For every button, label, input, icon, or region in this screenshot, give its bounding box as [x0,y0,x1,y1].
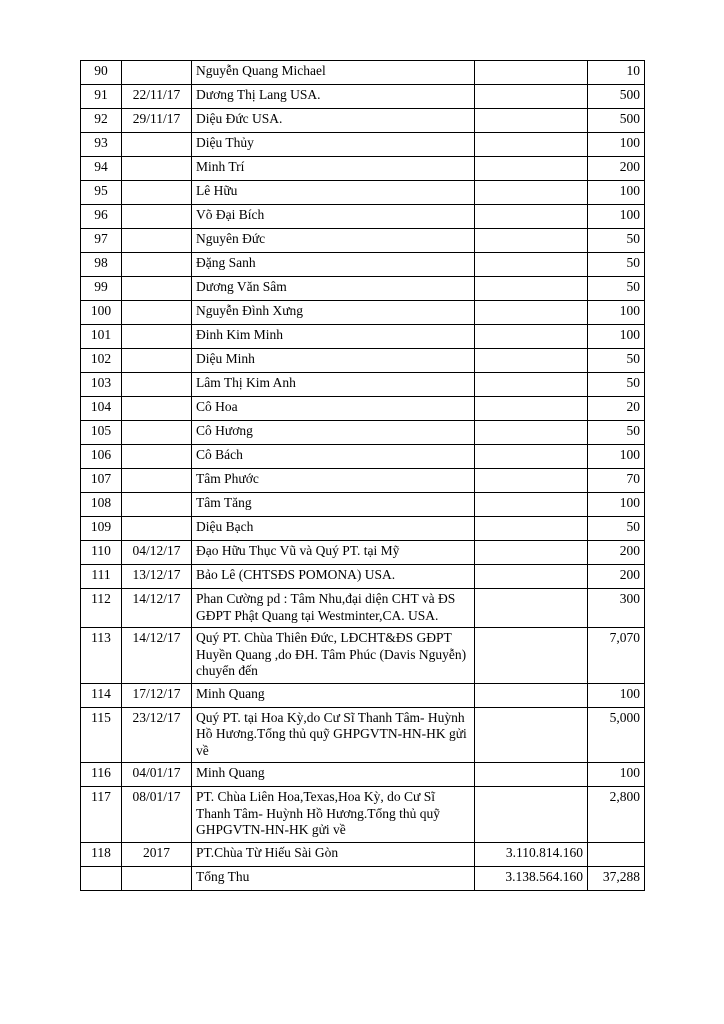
table-row [81,301,645,325]
amount-usd: 10 [588,61,645,85]
donor-name: Phan Cường pd : Tâm Nhu,đại diện CHT và ĐS GĐPT Phật Quang tại Westminter,CA. USA. [192,589,475,628]
donor-name: Dương Thị Lang USA. [192,85,475,109]
row-number: 92 [81,109,122,133]
amount-vnd [475,61,588,85]
table-row [81,842,645,866]
amount-usd: 7,070 [588,628,645,684]
table-row [81,229,645,253]
row-date: 04/12/17 [122,541,192,565]
amount-usd: 100 [588,325,645,349]
row-date [122,61,192,85]
row-date: 22/11/17 [122,85,192,109]
row-date: 2017 [122,842,192,866]
table-row [81,445,645,469]
amount-vnd [475,628,588,684]
row-date [122,277,192,301]
amount-vnd [475,181,588,205]
row-number: 111 [81,565,122,589]
amount-usd: 300 [588,589,645,628]
row-number: 102 [81,349,122,373]
donor-name: Diệu Thủy [192,133,475,157]
amount-usd: 100 [588,493,645,517]
row-number: 110 [81,541,122,565]
ledger-body [81,61,645,891]
row-date [122,133,192,157]
table-row [81,349,645,373]
donor-name: Nguyễn Quang Michael [192,61,475,85]
amount-usd: 100 [588,445,645,469]
amount-usd [588,842,645,866]
row-number: 117 [81,787,122,843]
amount-vnd [475,205,588,229]
row-number: 98 [81,253,122,277]
table-row [81,541,645,565]
total-row-date [122,866,192,890]
table-row [81,707,645,763]
donor-name: PT. Chùa Liên Hoa,Texas,Hoa Kỳ, do Cư Sĩ Thanh Tâm- Huỳnh Hồ Hương.Tổng thủ quỹ GHPGVTN-HN-HK gửi về [192,787,475,843]
row-number: 94 [81,157,122,181]
table-row [81,325,645,349]
row-date [122,181,192,205]
row-number: 91 [81,85,122,109]
row-number: 116 [81,763,122,787]
amount-usd: 200 [588,565,645,589]
amount-usd: 20 [588,397,645,421]
amount-usd: 100 [588,683,645,707]
amount-vnd [475,589,588,628]
amount-vnd [475,301,588,325]
donor-name: Đạo Hữu Thục Vũ và Quý PT. tại Mỹ [192,541,475,565]
row-number: 97 [81,229,122,253]
row-date: 14/12/17 [122,628,192,684]
donor-name: Cô Hương [192,421,475,445]
amount-vnd [475,109,588,133]
donor-name: Bảo Lê (CHTSĐS POMONA) USA. [192,565,475,589]
row-date: 04/01/17 [122,763,192,787]
table-row [81,85,645,109]
total-donor-name: Tổng Thu [192,866,475,890]
donor-name: Đinh Kim Minh [192,325,475,349]
donor-name: Nguyên Đức [192,229,475,253]
amount-usd: 50 [588,517,645,541]
row-date [122,205,192,229]
table-row [81,517,645,541]
amount-vnd: 3.110.814.160 [475,842,588,866]
amount-usd: 200 [588,541,645,565]
row-number: 95 [81,181,122,205]
amount-usd: 50 [588,421,645,445]
row-date [122,517,192,541]
donor-name: Diệu Minh [192,349,475,373]
row-date [122,493,192,517]
amount-vnd [475,493,588,517]
row-number: 93 [81,133,122,157]
row-number: 114 [81,683,122,707]
amount-usd: 200 [588,157,645,181]
table-row [81,133,645,157]
donor-name: Tâm Tăng [192,493,475,517]
donor-name: Cô Hoa [192,397,475,421]
row-date [122,325,192,349]
table-row [81,397,645,421]
table-row [81,61,645,85]
donor-name: PT.Chùa Từ Hiếu Sài Gòn [192,842,475,866]
row-date: 17/12/17 [122,683,192,707]
amount-usd: 100 [588,133,645,157]
amount-usd: 100 [588,301,645,325]
amount-usd: 500 [588,85,645,109]
row-number: 101 [81,325,122,349]
amount-vnd [475,541,588,565]
table-row [81,421,645,445]
amount-vnd [475,469,588,493]
amount-usd: 50 [588,229,645,253]
amount-usd: 50 [588,373,645,397]
amount-vnd [475,325,588,349]
donor-name: Lê Hữu [192,181,475,205]
row-date: 08/01/17 [122,787,192,843]
row-number: 112 [81,589,122,628]
table-row [81,763,645,787]
donor-name: Dương Văn Sâm [192,277,475,301]
donor-name: Quý PT. tại Hoa Kỳ,do Cư Sĩ Thanh Tâm- Huỳnh Hồ Hương.Tổng thủ quỹ GHPGVTN-HN-HK gửi về [192,707,475,763]
row-date: 14/12/17 [122,589,192,628]
amount-vnd [475,517,588,541]
row-date [122,373,192,397]
donor-name: Lâm Thị Kim Anh [192,373,475,397]
amount-vnd [475,133,588,157]
amount-vnd [475,229,588,253]
amount-vnd [475,397,588,421]
amount-vnd [475,157,588,181]
total-row-number [81,866,122,890]
amount-usd: 100 [588,763,645,787]
donor-name: Đặng Sanh [192,253,475,277]
row-number: 109 [81,517,122,541]
table-row [81,787,645,843]
amount-vnd [475,277,588,301]
amount-usd: 100 [588,181,645,205]
amount-vnd [475,349,588,373]
amount-usd: 5,000 [588,707,645,763]
row-number: 108 [81,493,122,517]
row-date: 13/12/17 [122,565,192,589]
table-row [81,628,645,684]
amount-vnd [475,565,588,589]
table-row [81,493,645,517]
table-row [81,469,645,493]
row-date [122,229,192,253]
total-row [81,866,645,890]
amount-vnd [475,763,588,787]
table-row [81,253,645,277]
amount-vnd [475,421,588,445]
amount-vnd [475,707,588,763]
amount-usd: 50 [588,349,645,373]
row-date: 23/12/17 [122,707,192,763]
amount-usd: 70 [588,469,645,493]
row-date [122,301,192,325]
amount-usd: 2,800 [588,787,645,843]
amount-vnd [475,787,588,843]
amount-vnd [475,85,588,109]
row-number: 105 [81,421,122,445]
table-row [81,109,645,133]
amount-vnd [475,683,588,707]
row-number: 99 [81,277,122,301]
donor-name: Cô Bách [192,445,475,469]
donor-name: Diệu Bạch [192,517,475,541]
table-row [81,373,645,397]
row-date [122,253,192,277]
row-number: 115 [81,707,122,763]
row-date: 29/11/17 [122,109,192,133]
table-row [81,157,645,181]
row-number: 104 [81,397,122,421]
row-date [122,421,192,445]
table-row [81,181,645,205]
donor-name: Quý PT. Chùa Thiên Đức, LĐCHT&ĐS GĐPT Huyền Quang ,do ĐH. Tâm Phúc (Davis Nguyễn) chuyển đến [192,628,475,684]
row-number: 100 [81,301,122,325]
table-row [81,589,645,628]
total-amount-usd: 37,288 [588,866,645,890]
donation-ledger-table [80,60,645,891]
row-date [122,445,192,469]
table-row [81,565,645,589]
row-number: 107 [81,469,122,493]
amount-vnd [475,253,588,277]
amount-usd: 50 [588,253,645,277]
donor-name: Minh Quang [192,763,475,787]
amount-usd: 50 [588,277,645,301]
row-number: 90 [81,61,122,85]
donor-name: Diệu Đức USA. [192,109,475,133]
amount-usd: 100 [588,205,645,229]
amount-vnd [475,373,588,397]
donor-name: Minh Quang [192,683,475,707]
donor-name: Võ Đại Bích [192,205,475,229]
row-number: 106 [81,445,122,469]
table-row [81,277,645,301]
row-date [122,469,192,493]
row-number: 103 [81,373,122,397]
row-number: 113 [81,628,122,684]
total-amount-vnd: 3.138.564.160 [475,866,588,890]
donor-name: Minh Trí [192,157,475,181]
donor-name: Tâm Phước [192,469,475,493]
row-date [122,157,192,181]
table-row [81,205,645,229]
row-date [122,397,192,421]
row-number: 118 [81,842,122,866]
row-number: 96 [81,205,122,229]
table-row [81,683,645,707]
amount-usd: 500 [588,109,645,133]
amount-vnd [475,445,588,469]
donor-name: Nguyễn Đình Xưng [192,301,475,325]
row-date [122,349,192,373]
